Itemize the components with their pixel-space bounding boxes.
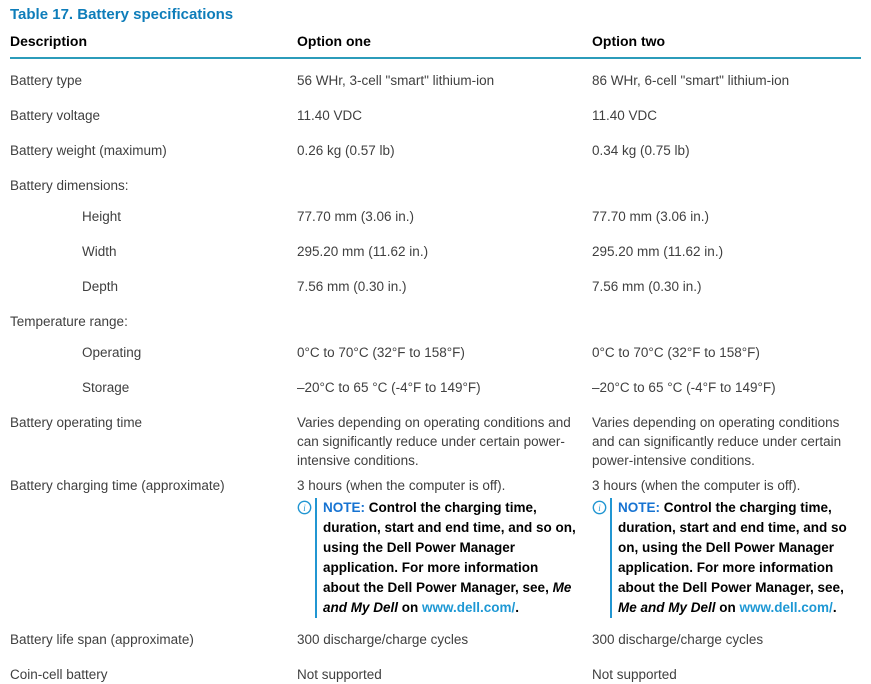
dell-website-link[interactable]: www.dell.com/	[739, 600, 833, 615]
note-block	[592, 498, 847, 618]
spec-value: 300 discharge/charge cycles	[297, 632, 469, 647]
table-row	[10, 71, 861, 90]
note-vertical-bar	[315, 498, 317, 618]
spec-value	[297, 476, 592, 618]
spec-label: Operating	[82, 345, 142, 360]
spec-value: –20°C to 65 °C (-4°F to 149°F)	[297, 380, 481, 395]
table-row	[10, 413, 861, 470]
spec-value: Not supported	[592, 667, 677, 682]
spec-label: Battery type	[10, 73, 83, 88]
table-row	[10, 343, 861, 362]
spec-value	[297, 176, 592, 195]
column-header-description: Description	[10, 33, 88, 49]
spec-value: 300 discharge/charge cycles	[592, 632, 764, 647]
spec-value: 56 WHr, 3-cell "smart" lithium-ion	[297, 73, 495, 88]
table-row	[10, 176, 861, 195]
table-row	[10, 378, 861, 397]
spec-value: 11.40 VDC	[592, 108, 658, 123]
spec-label: Battery dimensions:	[10, 178, 129, 193]
spec-value: 77.70 mm (3.06 in.)	[592, 209, 710, 224]
spec-label: Storage	[82, 380, 130, 395]
note-label: NOTE:	[323, 500, 369, 515]
table-row	[10, 630, 861, 649]
column-header-option-two: Option two	[592, 33, 666, 49]
table-row	[10, 207, 861, 226]
table-row	[10, 277, 861, 296]
note-text-segment: on	[398, 600, 423, 615]
battery-spec-table	[10, 32, 861, 684]
note-body: Control the charging time, duration, start and end time, and so on, using the Dell Power Manager application. For more information about the Dell Power Manager, see,	[618, 500, 847, 595]
dell-website-link[interactable]: www.dell.com/	[422, 600, 516, 615]
spec-label: Battery charging time (approximate)	[10, 478, 225, 493]
spec-label: Battery weight (maximum)	[10, 143, 167, 158]
svg-text:i: i	[598, 502, 601, 513]
spec-value-line: 3 hours (when the computer is off).	[592, 478, 801, 493]
spec-label: Depth	[82, 279, 119, 294]
table-row	[10, 106, 861, 125]
table-title: Table 17. Battery specifications	[10, 6, 234, 23]
table-header-row	[10, 32, 861, 59]
note-text	[323, 498, 578, 618]
spec-label: Battery life span (approximate)	[10, 632, 194, 647]
note-text-segment: on	[715, 600, 740, 615]
table-row	[10, 665, 861, 684]
note-italic-title: Me and My Dell	[323, 580, 572, 615]
spec-value: 77.70 mm (3.06 in.)	[297, 209, 415, 224]
spec-value	[297, 312, 592, 331]
svg-text:i: i	[303, 502, 306, 513]
info-icon	[297, 498, 313, 618]
note-body: Control the charging time, duration, start and end time, and so on, using the Dell Power Manager application. For more information about the Dell Power Manager, see,	[323, 500, 576, 595]
note-italic-title: Me and My Dell	[618, 600, 716, 615]
spec-label: Height	[82, 209, 122, 224]
spec-value	[592, 312, 861, 331]
table-row	[10, 312, 861, 331]
table-row	[10, 141, 861, 160]
table-row	[10, 476, 861, 618]
column-header-option-one: Option one	[297, 33, 371, 49]
table-body	[10, 59, 861, 684]
spec-value-line: 3 hours (when the computer is off).	[297, 478, 506, 493]
spec-value: 0°C to 70°C (32°F to 158°F)	[592, 345, 760, 360]
spec-label: Width	[82, 244, 117, 259]
spec-label: Battery operating time	[10, 415, 143, 430]
note-text-segment: .	[515, 600, 520, 615]
spec-value: Not supported	[297, 667, 382, 682]
spec-value: Varies depending on operating conditions and can significantly reduce under certain power-intensive conditions.	[297, 415, 571, 468]
note-text	[618, 498, 847, 618]
spec-value: 0.26 kg (0.57 lb)	[297, 143, 395, 158]
spec-value: 295.20 mm (11.62 in.)	[592, 244, 724, 259]
spec-value: 7.56 mm (0.30 in.)	[592, 279, 702, 294]
note-block	[297, 498, 578, 618]
spec-label: Coin-cell battery	[10, 667, 108, 682]
spec-value: Varies depending on operating conditions and can significantly reduce under certain power-intensive conditions.	[592, 415, 842, 468]
spec-value: 295.20 mm (11.62 in.)	[297, 244, 429, 259]
spec-value: 11.40 VDC	[297, 108, 363, 123]
spec-label: Temperature range:	[10, 314, 128, 329]
info-icon	[592, 498, 608, 618]
spec-value: 0.34 kg (0.75 lb)	[592, 143, 690, 158]
spec-value: –20°C to 65 °C (-4°F to 149°F)	[592, 380, 776, 395]
spec-value	[592, 176, 861, 195]
spec-value: 86 WHr, 6-cell "smart" lithium-ion	[592, 73, 790, 88]
spec-value: 7.56 mm (0.30 in.)	[297, 279, 407, 294]
note-label: NOTE:	[618, 500, 664, 515]
note-vertical-bar	[610, 498, 612, 618]
note-text-segment: .	[832, 600, 837, 615]
spec-value	[592, 476, 861, 618]
spec-label: Battery voltage	[10, 108, 101, 123]
table-row	[10, 242, 861, 261]
spec-value: 0°C to 70°C (32°F to 158°F)	[297, 345, 465, 360]
